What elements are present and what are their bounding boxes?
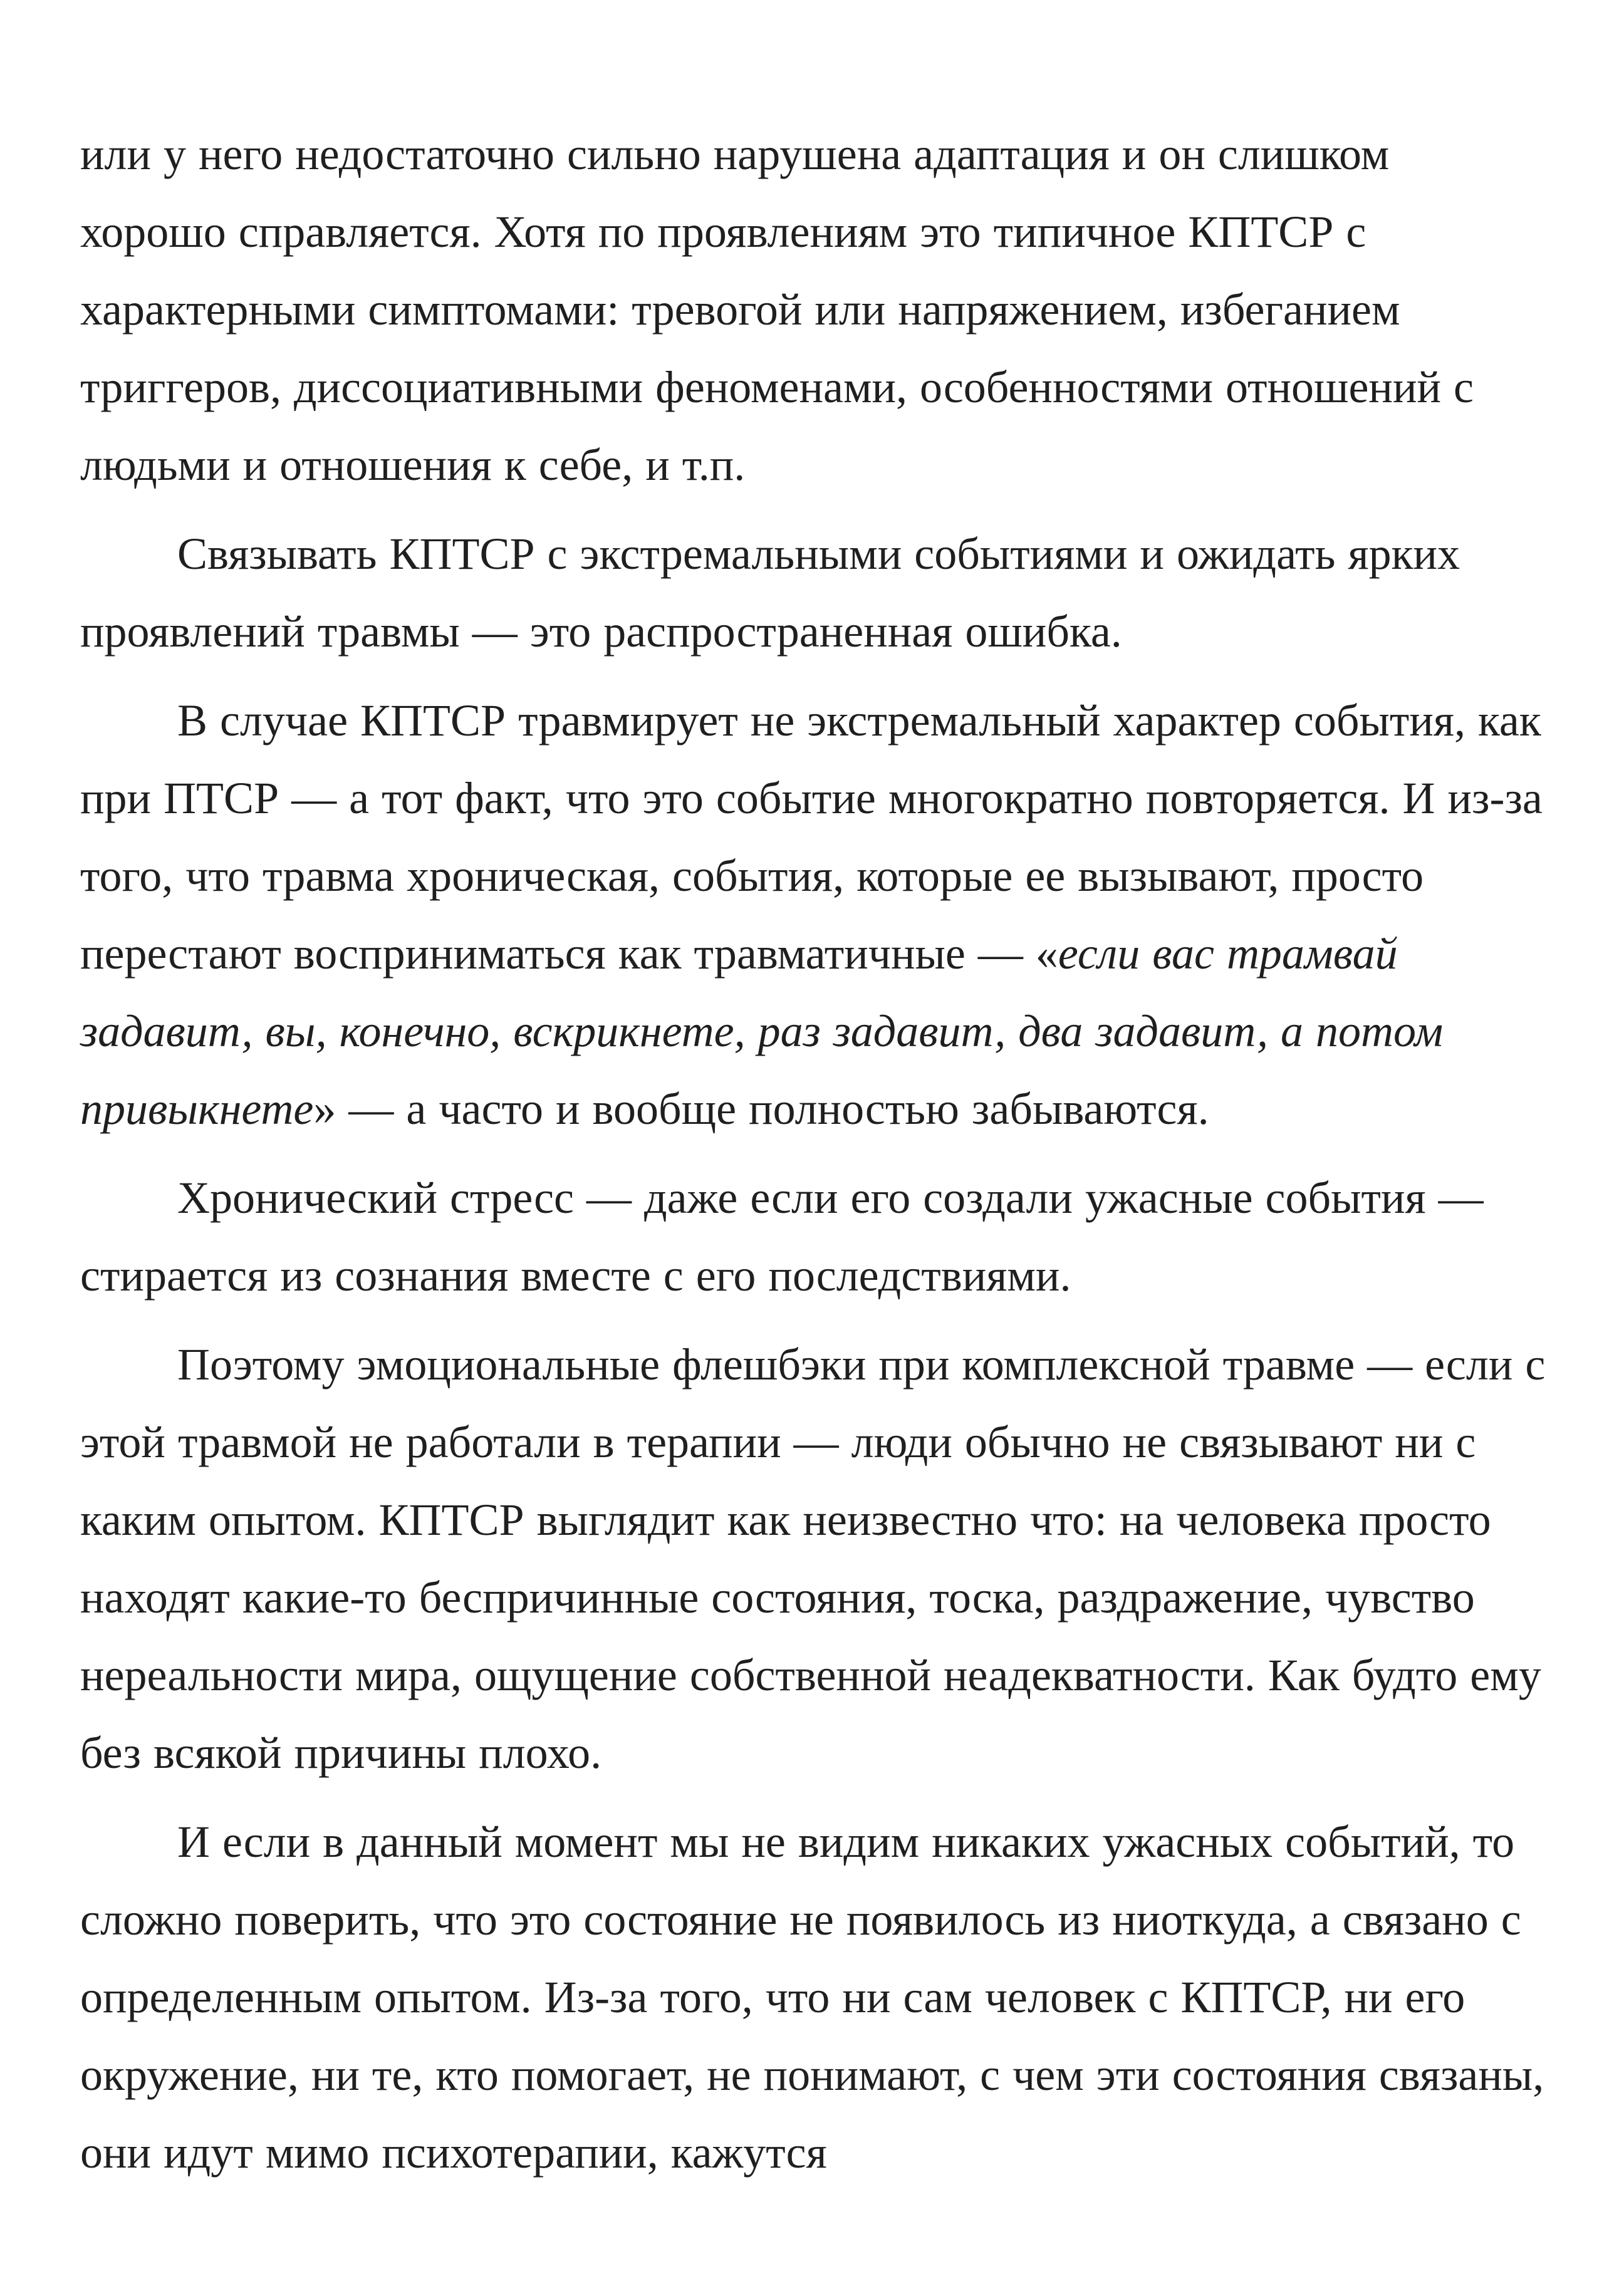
text-column <box>80 115 1546 2191</box>
paragraph-4: Хронический стресс — даже если его создали ужасные события — стирается из сознания вместе с его последствиями. <box>80 1173 1484 1301</box>
paragraph-1: или у него недостаточно сильно нарушена адаптация и он слишком хорошо справляется. Хотя по проявлениям это типичное КПТСР с характерными симптомами: тревогой или напряжением, избеганием триггеров, диссоциативными феноменами, особенностями отношений с людьми и отношения к себе, и т.п. <box>80 129 1474 490</box>
paragraph-5: Поэтому эмоциональные флешбэки при комплексной травме — если с этой травмой не работали в терапии — люди обычно не связывают ни с каким опытом. КПТСР выглядит как неизвестно что: на человека просто находят какие-то беспричинные состояния, тоска, раздражение, чувство нереальности мира, ощущение собственной неадекватности. Как будто ему без всякой причины плохо. <box>80 1339 1546 1778</box>
paragraph-6: И если в данный момент мы не видим никаких ужасных событий, то сложно поверить, что это состояние не появилось из ниоткуда, а связано с определенным опытом. Из-за того, что ни сам человек с КПТСР, ни его окружение, ни те, кто помогает, не понимают, с чем эти состояния связаны, они идут мимо психотерапии, кажутся <box>80 1817 1544 2178</box>
paragraph-3-text-after: » — а часто и вообще полностью забываются. <box>313 1084 1209 1134</box>
paragraph-2: Связывать КПТСР с экстремальными событиями и ожидать ярких проявлений травмы — это распространенная ошибка. <box>80 529 1460 657</box>
paragraph-3-italic-quote: если вас трамвай задавит, вы, конечно, вскрикнете, раз задавит, два задавит, а потом привыкнете <box>80 928 1444 1134</box>
paragraph-3 <box>80 682 1546 1148</box>
paragraph-3-text-before: В случае КПТСР травмирует не экстремальный характер события, как при ПТСР — а тот факт, что это событие многократно повторяется. И из-за того, что травма хроническая, события, которые ее вызывают, просто перестают восприниматься как травматичные — « <box>80 695 1543 979</box>
